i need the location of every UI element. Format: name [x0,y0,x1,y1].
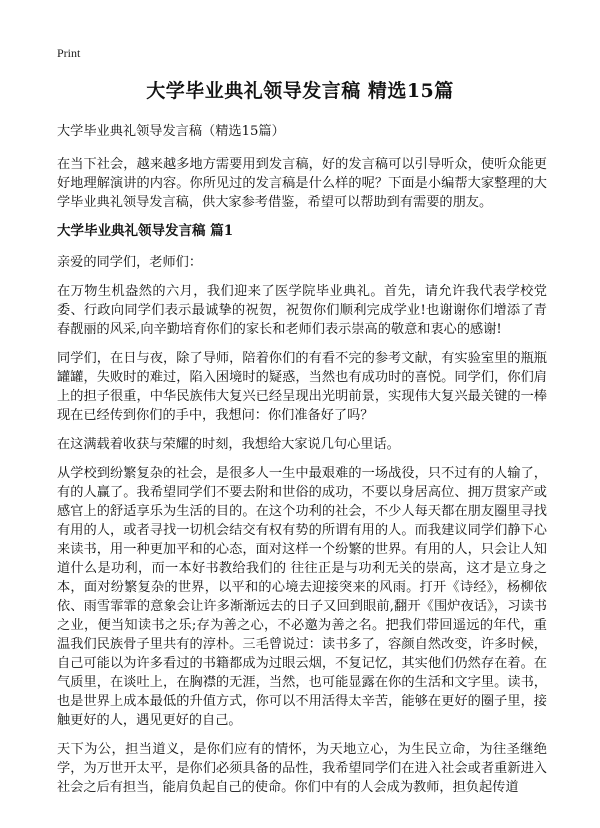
document-subtitle: 大学毕业典礼领导发言稿（精选15篇） [57,124,285,139]
body-paragraph: 从学校到纷繁复杂的社会，是很多人一生中最艰难的一场战役，只不过有的人输了，有的人赢了。我希望同学们不要去附和世俗的成功，不要以身居高位、拥万贯家产或感官上的舒适享乐为生活的目的。在这个功利的社会，不少人每天都在朋友圈里寻找有用的人，或者寻找一切机会结交有权有势的所谓有用的人。而我建议同学们静下心来读书，用一种更加平和的心态，面对这样一个纷繁的世界。有用的人，只会让人知道什么是功利，而一本好书教给我们的 往往正是与功利无关的崇高，这才是立身之本，面对纷繁复杂的世界，以平和的心境去迎接突来的风雨。打开《诗经》，杨柳依依、雨雪霏霏的意象会让许多渐渐远去的日子又回到眼前,翻开《围炉夜话》，习读书之业，便当知读书之乐;存为善之心，不必邀为善之名。把我们带回遥远的年代，重温我们民族骨子里共有的淳朴。三毛曾说过：读书多了，容颜自然改变，许多时候，自己可能以为许多看过的书籍都成为过眼云烟，不复记忆，其实他们仍然存在着。在气质里，在谈吐上，在胸襟的无涯，当然，也可能显露在你的生活和文字里。读书，也是世界上成本最低的升值方式，你可以不用活得太辛苦，能够在更好的圈子里，接触更好的人，遇见更好的自己。 [57,466,547,728]
body-paragraph: 同学们，在日与夜，除了导师，陪着你们的有看不完的参考文献，有实验室里的瓶瓶罐罐，失败时的难过，陷入困境时的疑惑，当然也有成功时的喜悦。同学们，你们肩上的担子很重，中华民族伟大复兴已经呈现出光明前景，实现伟大复兴最关键的一棒现在已经传到你们的手中，我想问：你们准备好了吗？ [57,351,547,423]
section-heading: 大学毕业典礼领导发言稿 篇1 [57,223,234,239]
body-paragraph: 天下为公，担当道义，是你们应有的情怀，为天地立心，为生民立命，为往圣继绝学，为万世开太平，是你们必须具备的品性，我希望同学们在进入社会或者重新进入社会之后有担当，能肩负起自己的使命。你们中有的人会成为教师，担负起传道 [57,742,547,795]
body-paragraph: 在万物生机盎然的六月，我们迎来了医学院毕业典礼。首先，请允许我代表学校党委、行政向同学们表示最诚挚的祝贺，祝贺你们顺利完成学业!也谢谢你们增添了青春靓丽的风采,向辛勤培育你们的家长和老师们表示崇高的敬意和衷心的感谢! [57,284,547,337]
body-paragraph: 在这满载着收获与荣耀的时刻，我想给大家说几句心里话。 [57,437,400,452]
print-link[interactable]: Print [57,46,81,60]
document-body [57,122,547,807]
document-title: 大学毕业典礼领导发言稿 精选15篇 [146,80,454,102]
intro-paragraph: 在当下社会，越来越多地方需要用到发言稿，好的发言稿可以引导听众，使听众能更好地理解演讲的内容。你所见过的发言稿是什么样的呢？下面是小编帮大家整理的大学毕业典礼领导发言稿，供大家参考借鉴，希望可以帮助到有需要的朋友。 [57,157,547,210]
greeting-paragraph: 亲爱的同学们，老师们： [57,255,203,270]
